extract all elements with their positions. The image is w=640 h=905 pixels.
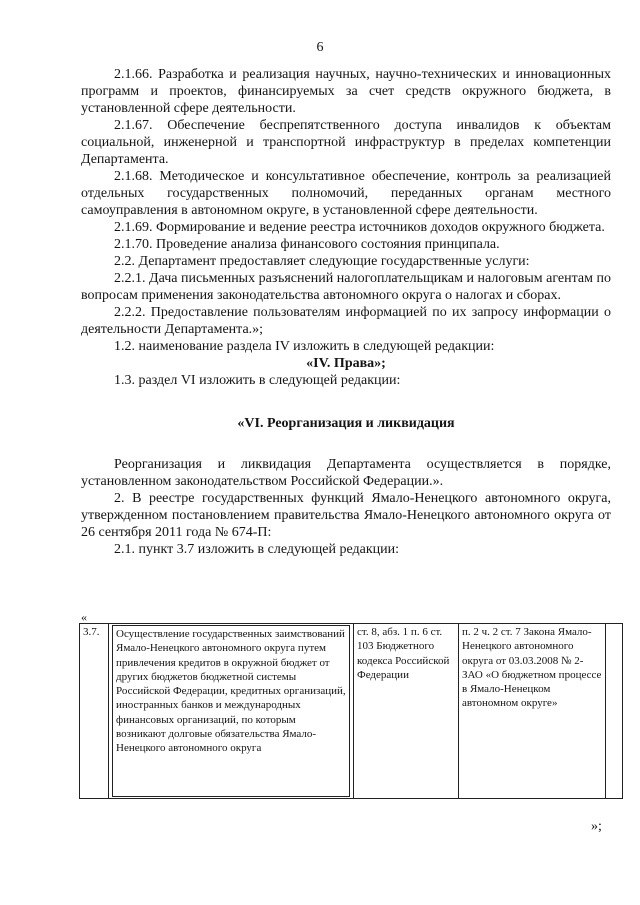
cell-extra (606, 624, 623, 799)
heading-rights: «IV. Права»; (306, 356, 386, 371)
cell-source-federal: ст. 8, абз. 1 п. 6 ст. 103 Бюджетного кодекса Российской Федерации (354, 624, 459, 799)
paragraph-2-2-1: 2.2.1. Дача письменных разъяснений налогоплательщикам и налоговым агентам по вопросам применения законодательства автономного округа о налогах и сборах. (81, 271, 611, 303)
paragraph-1-2: 1.2. наименование раздела IV изложить в следующей редакции: (114, 339, 495, 354)
cell-source-regional: п. 2 ч. 2 ст. 7 Закона Ямало-Ненецкого автономного округа от 03.03.2008 № 2-ЗАО «О бюджетном процессе в Ямало-Ненецком автономном округе» (459, 624, 606, 799)
open-quote: « (81, 610, 87, 624)
paragraph-2-1-70: 2.1.70. Проведение анализа финансового состояния принципала. (114, 237, 500, 252)
paragraph-2-2-2: 2.2.2. Предоставление пользователям информацией по их запросу информации о деятельности Департамента.»; (81, 305, 611, 337)
cell-number: 3.7. (80, 624, 109, 799)
paragraph-2-1: 2.1. пункт 3.7 изложить в следующей редакции: (114, 542, 399, 557)
cell-description (109, 624, 354, 799)
cell-description-text: Осуществление государственных заимствований Ямало-Ненецкого автономного округа путем привлечения кредитов в окружной бюджет от других бюджетов бюджетной системы Российской Федерации, кредитных организаций, иностранных банков и международных финансовых организаций, по которым возникают долговые обязательства Ямало-Ненецкого автономного округа (112, 625, 350, 797)
paragraph-2-registry: 2. В реестре государственных функций Ямало-Ненецкого автономного округа, утвержденном постановлением правительства Ямало-Ненецкого автономного округа от 26 сентября 2011 года № 674-П: (81, 491, 611, 540)
paragraph-2-1-66: 2.1.66. Разработка и реализация научных, научно-технических и инновационных программ и проектов, финансируемых за счет средств окружного бюджета, в установленной сфере деятельности. (81, 67, 611, 116)
paragraph-2-1-67: 2.1.67. Обеспечение беспрепятственного доступа инвалидов к объектам социальной, инженерной и транспортной инфраструктур в пределах компетенции Департамента. (81, 118, 611, 167)
paragraph-2-2: 2.2. Департамент предоставляет следующие государственные услуги: (114, 254, 530, 269)
page-number: 6 (316, 40, 324, 55)
section-vi-title: «VI. Реорганизация и ликвидация (237, 416, 455, 431)
paragraph-2-1-68: 2.1.68. Методическое и консультативное обеспечение, контроль за реализацией отдельных государственных полномочий, переданных органам местного самоуправления в автономном округе, в установленной сфере деятельности. (81, 169, 611, 218)
paragraph-reorganization: Реорганизация и ликвидация Департамента осуществляется в порядке, установленном законодательством Российской Федерации.». (81, 457, 611, 489)
paragraph-2-1-69: 2.1.69. Формирование и ведение реестра источников доходов окружного бюджета. (114, 220, 605, 235)
functions-table (79, 623, 623, 799)
document-body (81, 66, 611, 558)
close-quote: »; (591, 819, 602, 834)
paragraph-1-3: 1.3. раздел VI изложить в следующей редакции: (114, 373, 401, 388)
table-row (80, 624, 623, 799)
